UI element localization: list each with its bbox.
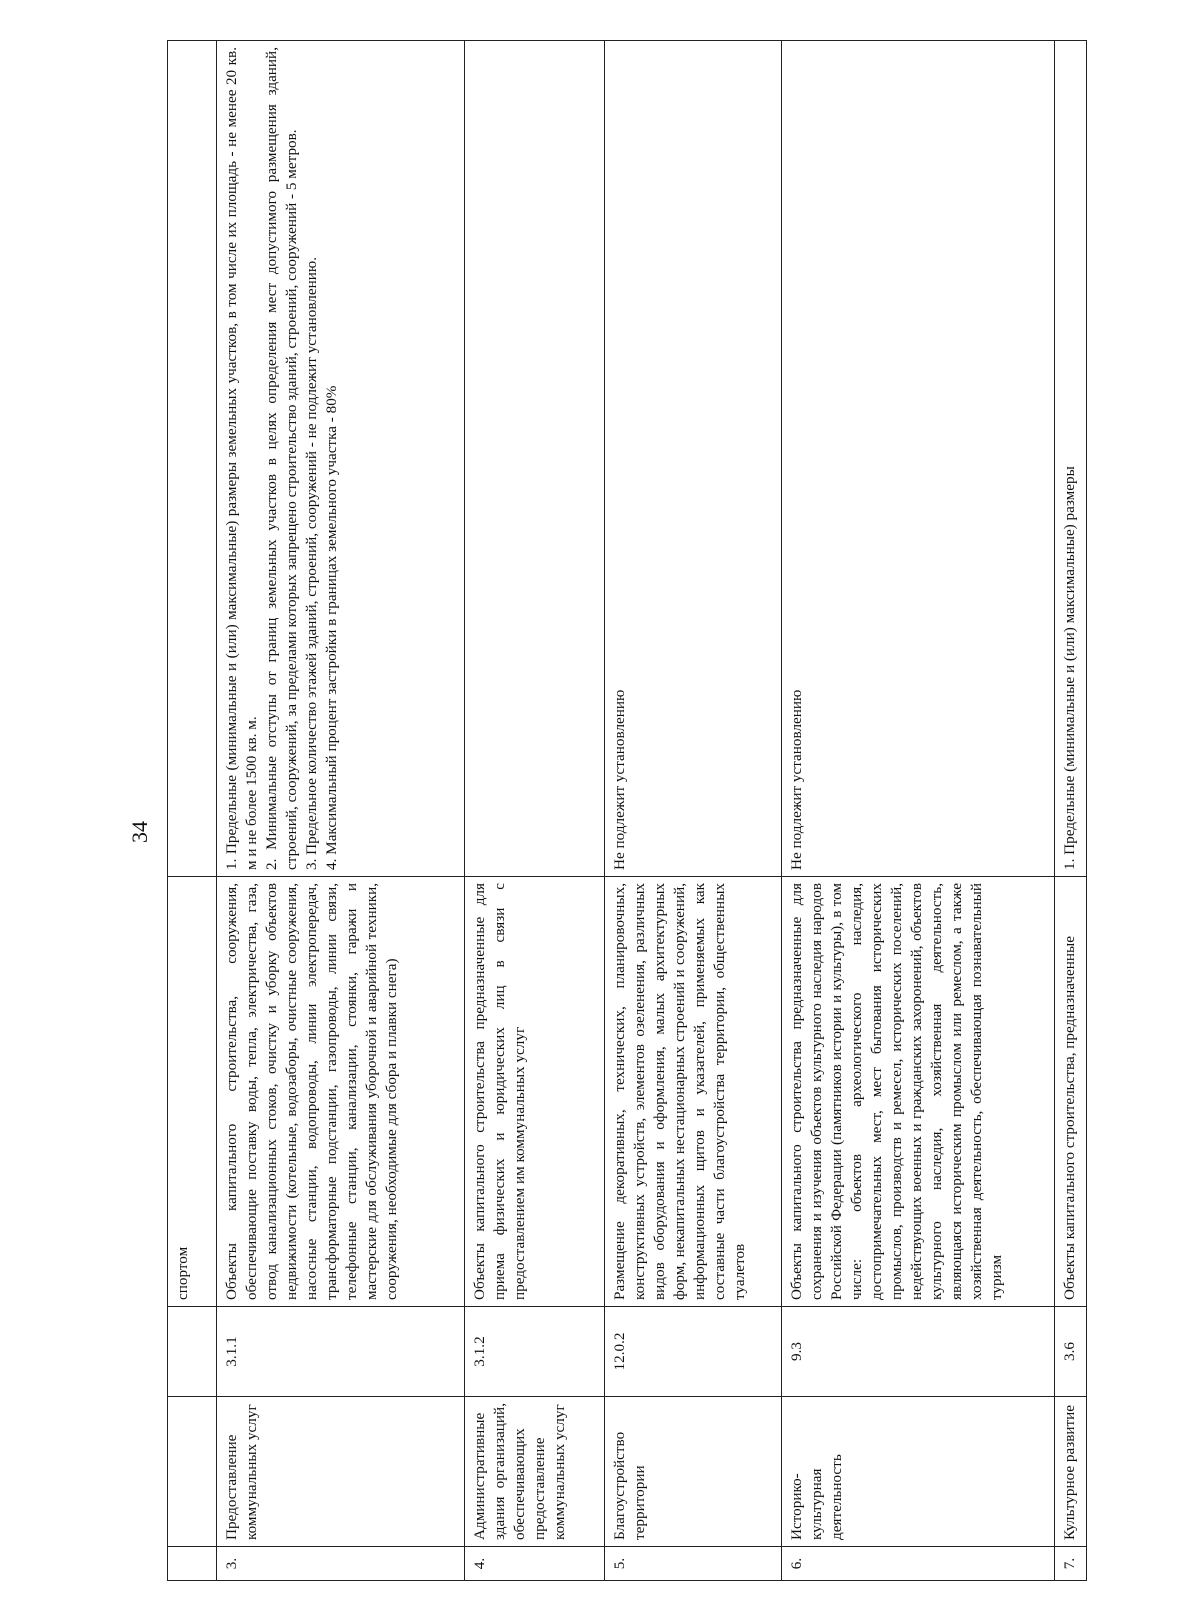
zoning-table [167, 40, 1087, 1581]
table-row [781, 41, 1054, 1581]
use-name: Предоставление коммунальных услуг [216, 1397, 464, 1547]
param-item: 2. Минимальные отступы от границ земельных участков в целях определения мест допустимого размещения зданий, строений, сооружений, за пределами которых запрещено строительство зданий, строений, сооружений - 5 метров. [262, 47, 300, 870]
table-row [216, 41, 464, 1581]
table-row [1054, 41, 1086, 1581]
use-description: Объекты капитального строительства, сооружения, обеспечивающие поставку воды, тепла, электричества, газа, отвод канализационных стоков, очистку и уборку объектов недвижимости (котельные, водозаборы, очистные сооружения, насосные станции, водопроводы, линии электропередач, трансформаторные подстанции, газопроводы, линии связи, телефонные станции, канализации, стоянки, гаражи и мастерские для обслуживания уборочной и аварийной техники, сооружения, необходимые для сбора и плавки снега) [216, 877, 464, 1307]
use-description: Объекты капитального строительства предназначенные для сохранения и изучения объектов культурного наследия народов Российской Федерации (памятников истории и культуры), в том числе: объектов археологического наследия, достопримечательных мест, мест бытования исторических промыслов, производств и ремесел, исторических поселений, недействующих военных и гражданских захоронений, объектов культурного наследия, хозяйственная деятельность, являющаяся историческим промыслом или ремеслом, а также хозяйственная деятельность, обеспечивающая познавательный туризм [781, 877, 1054, 1307]
use-code: 3.1.1 [216, 1307, 464, 1397]
cell-description: спортом [168, 877, 217, 1307]
rotated-table-frame [167, 41, 1087, 1581]
cell-num [168, 1547, 217, 1581]
row-number: 7. [1054, 1547, 1086, 1581]
use-params [216, 41, 464, 877]
use-code: 9.3 [781, 1307, 1054, 1397]
row-number: 6. [781, 1547, 1054, 1581]
use-params: Не подлежит установлению [604, 41, 781, 877]
use-params [464, 41, 604, 877]
use-name: Историко-культурная деятельность [781, 1397, 1054, 1547]
param-item: 1. Предельные (минимальные и (или) максимальные) размеры земельных участков, в том числе их площадь - не менее 20 кв. м и не более 1500 кв. м. [222, 47, 260, 870]
param-item: 4. Максимальный процент застройки в границах земельного участка - 80% [322, 385, 340, 870]
table-row [464, 41, 604, 1581]
use-params: Не подлежит установлению [781, 41, 1054, 877]
cell-code [168, 1307, 217, 1397]
table-row [604, 41, 781, 1581]
row-number: 4. [464, 1547, 604, 1581]
use-code: 3.6 [1054, 1307, 1086, 1397]
row-number: 3. [216, 1547, 464, 1581]
row-number: 5. [604, 1547, 781, 1581]
use-code: 12.0.2 [604, 1307, 781, 1397]
use-code: 3.1.2 [464, 1307, 604, 1397]
param-item: 3. Предельное количество этажей зданий, строений, сооружений - не подлежит установлению. [302, 256, 320, 870]
use-name: Административные здания организаций, обеспечивающих предоставление коммунальных услуг [464, 1397, 604, 1547]
use-description: Объекты капитального строительства предназначенные для приема физических и юридических лиц в связи с предоставлением им коммунальных услуг [464, 877, 604, 1307]
cell-params [168, 41, 217, 877]
use-params: 1. Предельные (минимальные и (или) максимальные) размеры [1054, 41, 1086, 877]
cell-name [168, 1397, 217, 1547]
use-description: Размещение декоративных, технических, планировочных, конструктивных устройств, элементов озеленения, различных видов оборудования и оформления, малых архитектурных форм, некапитальных нестационарных строений и сооружений, информационных щитов и указателей, применяемых как составные части благоустройства территории, общественных туалетов [604, 877, 781, 1307]
use-name: Культурное развитие [1054, 1397, 1086, 1547]
use-description: Объекты капитального строительства, предназначенные [1054, 877, 1086, 1307]
use-name: Благоустройство территории [604, 1397, 781, 1547]
table-row-continuation [168, 41, 217, 1581]
page-number: 34 [127, 821, 152, 843]
